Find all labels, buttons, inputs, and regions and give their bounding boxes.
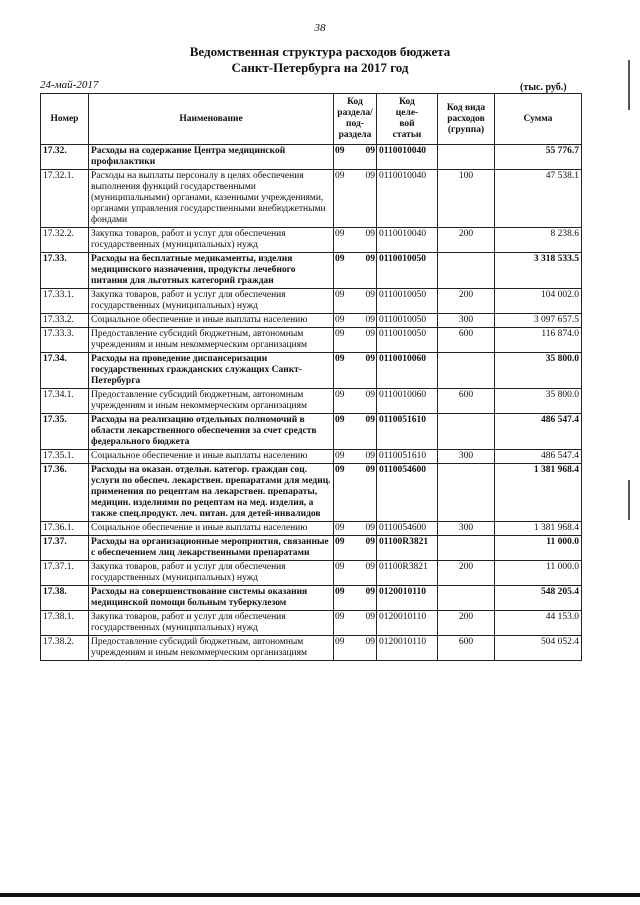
row-name: Социальное обеспечение и иные выплаты населению xyxy=(89,522,334,536)
row-sum: 116 874.0 xyxy=(495,328,582,353)
row-csr-code: 01100R3821 xyxy=(377,536,438,561)
row-razdel-code: 09 xyxy=(335,171,345,181)
row-csr-code: 0110010060 xyxy=(377,353,438,389)
row-podrazdel-code: 09 xyxy=(365,390,375,400)
row-razdel xyxy=(334,561,377,586)
row-csr-code: 0110054600 xyxy=(377,464,438,522)
row-razdel-code: 09 xyxy=(335,254,345,264)
row-razdel-code: 09 xyxy=(335,587,345,597)
row-number: 17.33.3. xyxy=(41,328,89,353)
row-vr-code: 300 xyxy=(438,450,495,464)
row-razdel-codes xyxy=(335,537,375,548)
row-razdel-codes xyxy=(335,315,375,326)
row-name: Закупка товаров, работ и услуг для обеспечения государственных (муниципальных) нужд xyxy=(89,228,334,253)
table-row xyxy=(41,253,582,289)
row-razdel-codes xyxy=(335,329,375,340)
row-razdel-code: 09 xyxy=(335,290,345,300)
row-vr-code: 200 xyxy=(438,228,495,253)
row-razdel-codes xyxy=(335,354,375,365)
row-number: 17.36.1. xyxy=(41,522,89,536)
row-sum: 486 547.4 xyxy=(495,450,582,464)
page-number: 38 xyxy=(314,22,326,34)
row-csr-code: 0120010110 xyxy=(377,611,438,636)
row-csr-code: 0110010040 xyxy=(377,170,438,228)
table-row xyxy=(41,586,582,611)
row-razdel xyxy=(334,450,377,464)
row-vr-code: 100 xyxy=(438,170,495,228)
row-csr-code: 0110051610 xyxy=(377,414,438,450)
row-razdel-code: 09 xyxy=(335,315,345,325)
units-label: (тыс. руб.) xyxy=(520,82,567,93)
table-row xyxy=(41,611,582,636)
row-name: Расходы на организационные мероприятия, связанные с обеспечением лиц лекарственными препаратами xyxy=(89,536,334,561)
header-vr xyxy=(438,94,495,145)
row-razdel-codes xyxy=(335,465,375,476)
row-csr-code: 0110010050 xyxy=(377,314,438,328)
scan-edge-mark xyxy=(628,60,630,110)
table-row xyxy=(41,328,582,353)
row-csr-code: 01100R3821 xyxy=(377,561,438,586)
table-row xyxy=(41,414,582,450)
row-csr-code: 0110010040 xyxy=(377,228,438,253)
row-number: 17.33. xyxy=(41,253,89,289)
row-number: 17.32.2. xyxy=(41,228,89,253)
row-razdel-codes xyxy=(335,171,375,182)
table-row xyxy=(41,145,582,170)
row-razdel-codes xyxy=(335,637,375,648)
table-row xyxy=(41,522,582,536)
row-number: 17.37.1. xyxy=(41,561,89,586)
header-csr-line: вой xyxy=(399,119,415,129)
row-podrazdel-code: 09 xyxy=(365,354,375,364)
row-name: Расходы на реализацию отдельных полномочий в области лекарственного обеспечения за счет средств федерального бюджета xyxy=(89,414,334,450)
row-razdel xyxy=(334,611,377,636)
row-name: Предоставление субсидий бюджетным, автономным учреждениям и иным некоммерческим организациям xyxy=(89,389,334,414)
row-number: 17.38.1. xyxy=(41,611,89,636)
row-name: Расходы на выплаты персоналу в целях обеспечения выполнения функций государственными (муниципальными) органами, казенными учреждениями, органами управления государственными внебюджетными фондами xyxy=(89,170,334,228)
row-vr-code: 200 xyxy=(438,611,495,636)
row-number: 17.34.1. xyxy=(41,389,89,414)
row-sum: 486 547.4 xyxy=(495,414,582,450)
row-podrazdel-code: 09 xyxy=(365,315,375,325)
row-podrazdel-code: 09 xyxy=(365,254,375,264)
row-vr-code xyxy=(438,464,495,522)
row-name: Расходы на содержание Центра медицинской профилактики xyxy=(89,145,334,170)
row-name: Предоставление субсидий бюджетным, автономным учреждениям и иным некоммерческим организациям xyxy=(89,328,334,353)
row-vr-code xyxy=(438,253,495,289)
header-vr-line: расходов xyxy=(447,113,485,124)
row-number: 17.36. xyxy=(41,464,89,522)
table-row xyxy=(41,536,582,561)
row-razdel-codes xyxy=(335,587,375,598)
row-razdel xyxy=(334,145,377,170)
header-csr xyxy=(377,94,438,145)
row-razdel xyxy=(334,389,377,414)
row-razdel-codes xyxy=(335,229,375,240)
row-razdel-codes xyxy=(335,390,375,401)
row-razdel-codes xyxy=(335,562,375,573)
row-sum: 548 205.4 xyxy=(495,586,582,611)
row-razdel-code: 09 xyxy=(335,562,345,572)
header-razdel-line: раздела xyxy=(338,130,372,140)
table-row xyxy=(41,353,582,389)
row-podrazdel-code: 09 xyxy=(365,415,375,425)
row-number: 17.33.1. xyxy=(41,289,89,314)
budget-table xyxy=(40,93,582,661)
row-vr-code: 200 xyxy=(438,561,495,586)
row-name: Расходы на оказан. отдельн. категор. граждан соц. услуги по обеспеч. лекарствен. препаратами для медиц. применения по рецептам на лекарствен. препараты, медицин. изделиями по рецептам на мед. изделия, а также спец.продукт. леч. питан. для детей-инвалидов xyxy=(89,464,334,522)
row-sum: 47 538.1 xyxy=(495,170,582,228)
header-number: Номер xyxy=(41,94,89,145)
row-vr-code xyxy=(438,414,495,450)
row-razdel xyxy=(334,414,377,450)
row-razdel-code: 09 xyxy=(335,451,345,461)
row-podrazdel-code: 09 xyxy=(365,562,375,572)
header-csr-line: Код xyxy=(399,97,415,107)
scan-edge-mark xyxy=(628,480,630,520)
row-podrazdel-code: 09 xyxy=(365,537,375,547)
row-csr-code: 0110051610 xyxy=(377,450,438,464)
row-sum: 11 000.0 xyxy=(495,561,582,586)
table-row xyxy=(41,170,582,228)
header-name: Наименование xyxy=(89,94,334,145)
row-podrazdel-code: 09 xyxy=(365,451,375,461)
row-csr-code: 0110054600 xyxy=(377,522,438,536)
title-line-2: Санкт-Петербурга на 2017 год xyxy=(231,60,409,75)
row-razdel-codes xyxy=(335,451,375,462)
row-sum: 11 000.0 xyxy=(495,536,582,561)
row-podrazdel-code: 09 xyxy=(365,523,375,533)
row-vr-code: 600 xyxy=(438,389,495,414)
row-razdel xyxy=(334,253,377,289)
row-csr-code: 0110010040 xyxy=(377,145,438,170)
row-podrazdel-code: 09 xyxy=(365,229,375,239)
header-razdel-line: Код xyxy=(347,97,363,107)
row-csr-code: 0110010050 xyxy=(377,289,438,314)
row-vr-code xyxy=(438,586,495,611)
row-razdel xyxy=(334,328,377,353)
row-sum: 8 238.6 xyxy=(495,228,582,253)
row-razdel-code: 09 xyxy=(335,146,345,156)
row-razdel xyxy=(334,353,377,389)
row-razdel-codes xyxy=(335,290,375,301)
row-sum: 504 052.4 xyxy=(495,636,582,661)
header-sum: Сумма xyxy=(495,94,582,145)
row-podrazdel-code: 09 xyxy=(365,612,375,622)
row-name: Расходы на проведение диспансеризации государственных гражданских служащих Санкт-Петербурга xyxy=(89,353,334,389)
row-vr-code xyxy=(438,353,495,389)
row-sum: 35 800.0 xyxy=(495,353,582,389)
row-razdel-code: 09 xyxy=(335,537,345,547)
document-title xyxy=(0,44,640,76)
row-sum: 35 800.0 xyxy=(495,389,582,414)
table-row xyxy=(41,314,582,328)
row-podrazdel-code: 09 xyxy=(365,171,375,181)
title-line-1: Ведомственная структура расходов бюджета xyxy=(189,44,451,59)
row-razdel xyxy=(334,536,377,561)
row-razdel xyxy=(334,289,377,314)
row-vr-code xyxy=(438,536,495,561)
header-razdel-line: раздела/ xyxy=(337,108,373,118)
row-csr-code: 0110010050 xyxy=(377,253,438,289)
row-sum: 55 776.7 xyxy=(495,145,582,170)
row-razdel-codes xyxy=(335,146,375,157)
table-row xyxy=(41,289,582,314)
row-vr-code: 300 xyxy=(438,314,495,328)
header-vr-line: Код вида xyxy=(446,102,486,113)
header-csr-line: статьи xyxy=(392,130,422,140)
row-name: Социальное обеспечение и иные выплаты населению xyxy=(89,450,334,464)
row-podrazdel-code: 09 xyxy=(365,290,375,300)
row-razdel-code: 09 xyxy=(335,390,345,400)
row-sum: 1 381 968.4 xyxy=(495,464,582,522)
row-razdel xyxy=(334,170,377,228)
row-razdel-code: 09 xyxy=(335,465,345,475)
row-podrazdel-code: 09 xyxy=(365,587,375,597)
row-number: 17.32.1. xyxy=(41,170,89,228)
row-csr-code: 0110010050 xyxy=(377,328,438,353)
row-vr-code: 600 xyxy=(438,636,495,661)
row-number: 17.35. xyxy=(41,414,89,450)
row-sum: 1 381 968.4 xyxy=(495,522,582,536)
row-razdel-code: 09 xyxy=(335,415,345,425)
row-razdel-code: 09 xyxy=(335,637,345,647)
header-csr-line: целе- xyxy=(395,108,419,118)
row-razdel-code: 09 xyxy=(335,523,345,533)
row-razdel xyxy=(334,586,377,611)
row-razdel-code: 09 xyxy=(335,354,345,364)
row-csr-code: 0120010110 xyxy=(377,586,438,611)
row-name: Предоставление субсидий бюджетным, автономным учреждениям и иным некоммерческим организациям xyxy=(89,636,334,661)
document-date: 24-май-2017 xyxy=(40,79,99,91)
row-razdel xyxy=(334,228,377,253)
row-sum: 104 002.0 xyxy=(495,289,582,314)
header-razdel-line: под- xyxy=(346,119,364,129)
row-number: 17.38. xyxy=(41,586,89,611)
row-podrazdel-code: 09 xyxy=(365,465,375,475)
row-vr-code: 600 xyxy=(438,328,495,353)
row-razdel-codes xyxy=(335,523,375,534)
row-csr-code: 0110010060 xyxy=(377,389,438,414)
row-razdel-codes xyxy=(335,254,375,265)
row-vr-code: 200 xyxy=(438,289,495,314)
table-row xyxy=(41,389,582,414)
row-number: 17.33.2. xyxy=(41,314,89,328)
row-number: 17.37. xyxy=(41,536,89,561)
row-razdel xyxy=(334,522,377,536)
header-vr-line: (группа) xyxy=(447,124,485,135)
table-row xyxy=(41,561,582,586)
row-name: Социальное обеспечение и иные выплаты населению xyxy=(89,314,334,328)
row-vr-code xyxy=(438,145,495,170)
row-name: Расходы на бесплатные медикаменты, изделия медицинского назначения, продукты лечебного питания для льготных категорий граждан xyxy=(89,253,334,289)
row-sum: 44 153.0 xyxy=(495,611,582,636)
table-row xyxy=(41,228,582,253)
row-number: 17.35.1. xyxy=(41,450,89,464)
row-razdel-code: 09 xyxy=(335,329,345,339)
row-razdel-code: 09 xyxy=(335,612,345,622)
row-podrazdel-code: 09 xyxy=(365,329,375,339)
table-row xyxy=(41,636,582,661)
row-number: 17.34. xyxy=(41,353,89,389)
row-name: Закупка товаров, работ и услуг для обеспечения государственных (муниципальных) нужд xyxy=(89,289,334,314)
row-name: Расходы на совершенствование системы оказания медицинской помощи больным туберкулезом xyxy=(89,586,334,611)
row-razdel-code: 09 xyxy=(335,229,345,239)
row-razdel-codes xyxy=(335,415,375,426)
row-number: 17.32. xyxy=(41,145,89,170)
row-razdel xyxy=(334,314,377,328)
row-podrazdel-code: 09 xyxy=(365,146,375,156)
row-razdel-codes xyxy=(335,612,375,623)
row-razdel xyxy=(334,636,377,661)
row-name: Закупка товаров, работ и услуг для обеспечения государственных (муниципальных) нужд xyxy=(89,611,334,636)
row-number: 17.38.2. xyxy=(41,636,89,661)
header-razdel xyxy=(334,94,377,145)
table-row xyxy=(41,450,582,464)
row-sum: 3 097 657.5 xyxy=(495,314,582,328)
row-name: Закупка товаров, работ и услуг для обеспечения государственных (муниципальных) нужд xyxy=(89,561,334,586)
row-podrazdel-code: 09 xyxy=(365,637,375,647)
table-header-row xyxy=(41,94,582,145)
table-row xyxy=(41,464,582,522)
row-vr-code: 300 xyxy=(438,522,495,536)
row-razdel xyxy=(334,464,377,522)
row-csr-code: 0120010110 xyxy=(377,636,438,661)
row-sum: 3 318 533.5 xyxy=(495,253,582,289)
scan-bottom-edge xyxy=(0,893,640,897)
